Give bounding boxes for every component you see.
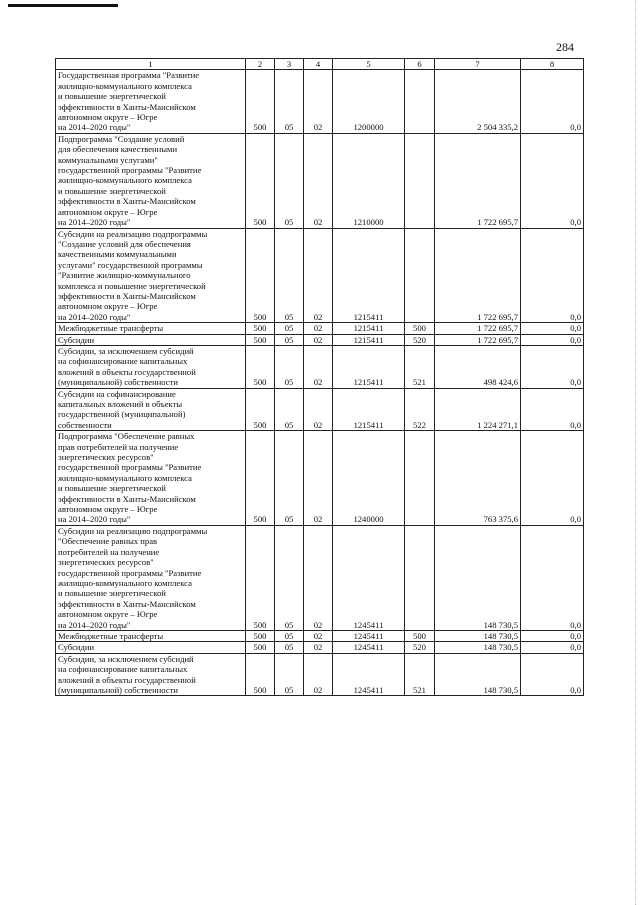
row-code-6: 521 [405,653,435,696]
row-code-6: 520 [405,334,435,345]
row-amount: 148 730,5 [435,642,521,653]
col-head-8: 8 [521,59,584,70]
row-code-3: 05 [275,653,304,696]
row-code-3: 05 [275,345,304,388]
row-amount: 1 722 695,7 [435,133,521,228]
row-code-5: 1215411 [333,323,405,334]
row-value-8: 0,0 [521,653,584,696]
row-code-2: 500 [246,334,275,345]
row-name: Субсидии, за исключением субсидий на софинансирование капитальных вложений в объекты государственной (муниципальной) собственности [56,653,246,696]
table-row [56,133,584,228]
row-value-8: 0,0 [521,133,584,228]
table-row [56,228,584,323]
row-value-8: 0,0 [521,345,584,388]
row-code-6: 500 [405,323,435,334]
col-head-4: 4 [304,59,333,70]
row-code-6 [405,431,435,526]
row-amount: 148 730,5 [435,653,521,696]
row-amount: 498 424,6 [435,345,521,388]
row-code-4: 02 [304,630,333,641]
row-value-8: 0,0 [521,228,584,323]
row-amount: 2 504 335,2 [435,70,521,133]
row-code-2: 500 [246,70,275,133]
table-row [56,525,584,630]
row-code-4: 02 [304,345,333,388]
table-row [56,431,584,526]
row-code-2: 500 [246,525,275,630]
row-code-3: 05 [275,630,304,641]
col-head-2: 2 [246,59,275,70]
row-code-2: 500 [246,323,275,334]
row-code-4: 02 [304,525,333,630]
table-row [56,388,584,431]
row-code-4: 02 [304,334,333,345]
row-value-8: 0,0 [521,70,584,133]
row-name: Подпрограмма "Создание условий для обеспечения качественными коммунальными услугами" государственной программы "Развитие жилищно-коммунального комплекса и повышение энергетической эффективности в Ханты-Мансийском автономном округе – Югре на 2014–2020 годы" [56,133,246,228]
row-value-8: 0,0 [521,388,584,431]
row-code-3: 05 [275,431,304,526]
row-code-6 [405,70,435,133]
row-value-8: 0,0 [521,431,584,526]
row-code-6: 522 [405,388,435,431]
row-code-3: 05 [275,388,304,431]
row-name: Подпрограмма "Обеспечение равных прав потребителей на получение энергетических ресурсов" государственной программы "Развитие жилищно-коммунального комплекса и повышение энергетической эффективности в Ханты-Мансийском автономном округе – Югре на 2014–2020 годы" [56,431,246,526]
col-head-5: 5 [333,59,405,70]
row-value-8: 0,0 [521,642,584,653]
col-head-1: 1 [56,59,246,70]
column-numbers-row [56,59,584,70]
row-code-5: 1200000 [333,70,405,133]
row-code-2: 500 [246,228,275,323]
row-code-5: 1240000 [333,431,405,526]
row-amount: 763 375,6 [435,431,521,526]
table-row [56,653,584,696]
budget-table [55,58,584,696]
row-code-6 [405,228,435,323]
row-code-2: 500 [246,133,275,228]
row-amount: 148 730,5 [435,525,521,630]
row-name: Субсидии на реализацию подпрограммы "Обеспечение равных прав потребителей на получение энергетических ресурсов" государственной программы "Развитие жилищно-коммунального комплекса и повышение энергетической эффективности в Ханты-Мансийском автономном округе – Югре на 2014–2020 годы" [56,525,246,630]
row-code-4: 02 [304,70,333,133]
row-name: Субсидии на софинансирование капитальных вложений в объекты государственной (муниципальной) собственности [56,388,246,431]
row-code-5: 1215411 [333,228,405,323]
row-code-5: 1215411 [333,388,405,431]
row-code-4: 02 [304,431,333,526]
row-code-3: 05 [275,70,304,133]
row-code-4: 02 [304,323,333,334]
row-name: Субсидии [56,334,246,345]
row-name: Межбюджетные трансферты [56,323,246,334]
scan-mark [8,4,118,7]
row-name: Субсидии на реализацию подпрограммы "Создание условий для обеспечения качественными коммунальными услугами" государственной программы "Развитие жилищно-коммунального комплекса и повышение энергетической эффективности в Ханты-Мансийском автономном округе – Югре на 2014–2020 годы" [56,228,246,323]
row-code-3: 05 [275,228,304,323]
table-row [56,334,584,345]
row-code-5: 1210000 [333,133,405,228]
row-amount: 1 722 695,7 [435,334,521,345]
row-code-5: 1245411 [333,525,405,630]
row-code-5: 1245411 [333,653,405,696]
col-head-3: 3 [275,59,304,70]
row-name: Субсидии, за исключением субсидий на софинансирование капитальных вложений в объекты государственной (муниципальной) собственности [56,345,246,388]
row-value-8: 0,0 [521,323,584,334]
row-code-4: 02 [304,388,333,431]
row-code-6: 521 [405,345,435,388]
row-code-5: 1245411 [333,642,405,653]
table-row [56,323,584,334]
row-code-6 [405,133,435,228]
page-edge [634,0,636,905]
row-amount: 1 722 695,7 [435,323,521,334]
row-amount: 148 730,5 [435,630,521,641]
row-code-2: 500 [246,642,275,653]
col-head-7: 7 [435,59,521,70]
row-amount: 1 722 695,7 [435,228,521,323]
row-code-4: 02 [304,642,333,653]
row-code-5: 1245411 [333,630,405,641]
row-code-2: 500 [246,388,275,431]
row-code-5: 1215411 [333,334,405,345]
table-body [56,70,584,696]
row-name: Межбюджетные трансферты [56,630,246,641]
row-code-6 [405,525,435,630]
row-name: Государственная программа "Развитие жилищно-коммунального комплекса и повышение энергетической эффективности в Ханты-Мансийском автономном округе – Югре на 2014–2020 годы" [56,70,246,133]
table-row [56,642,584,653]
row-code-2: 500 [246,345,275,388]
row-code-5: 1215411 [333,345,405,388]
row-code-3: 05 [275,133,304,228]
row-amount: 1 224 271,1 [435,388,521,431]
row-code-3: 05 [275,323,304,334]
table-row [56,345,584,388]
row-code-6: 500 [405,630,435,641]
row-code-2: 500 [246,431,275,526]
table-row [56,70,584,133]
row-value-8: 0,0 [521,334,584,345]
col-head-6: 6 [405,59,435,70]
row-code-3: 05 [275,525,304,630]
page-number: 284 [556,40,574,54]
row-code-4: 02 [304,228,333,323]
row-code-6: 520 [405,642,435,653]
table-row [56,630,584,641]
row-code-2: 500 [246,630,275,641]
row-value-8: 0,0 [521,525,584,630]
row-code-3: 05 [275,334,304,345]
row-name: Субсидии [56,642,246,653]
row-code-2: 500 [246,653,275,696]
row-code-4: 02 [304,133,333,228]
row-code-3: 05 [275,642,304,653]
row-value-8: 0,0 [521,630,584,641]
row-code-4: 02 [304,653,333,696]
